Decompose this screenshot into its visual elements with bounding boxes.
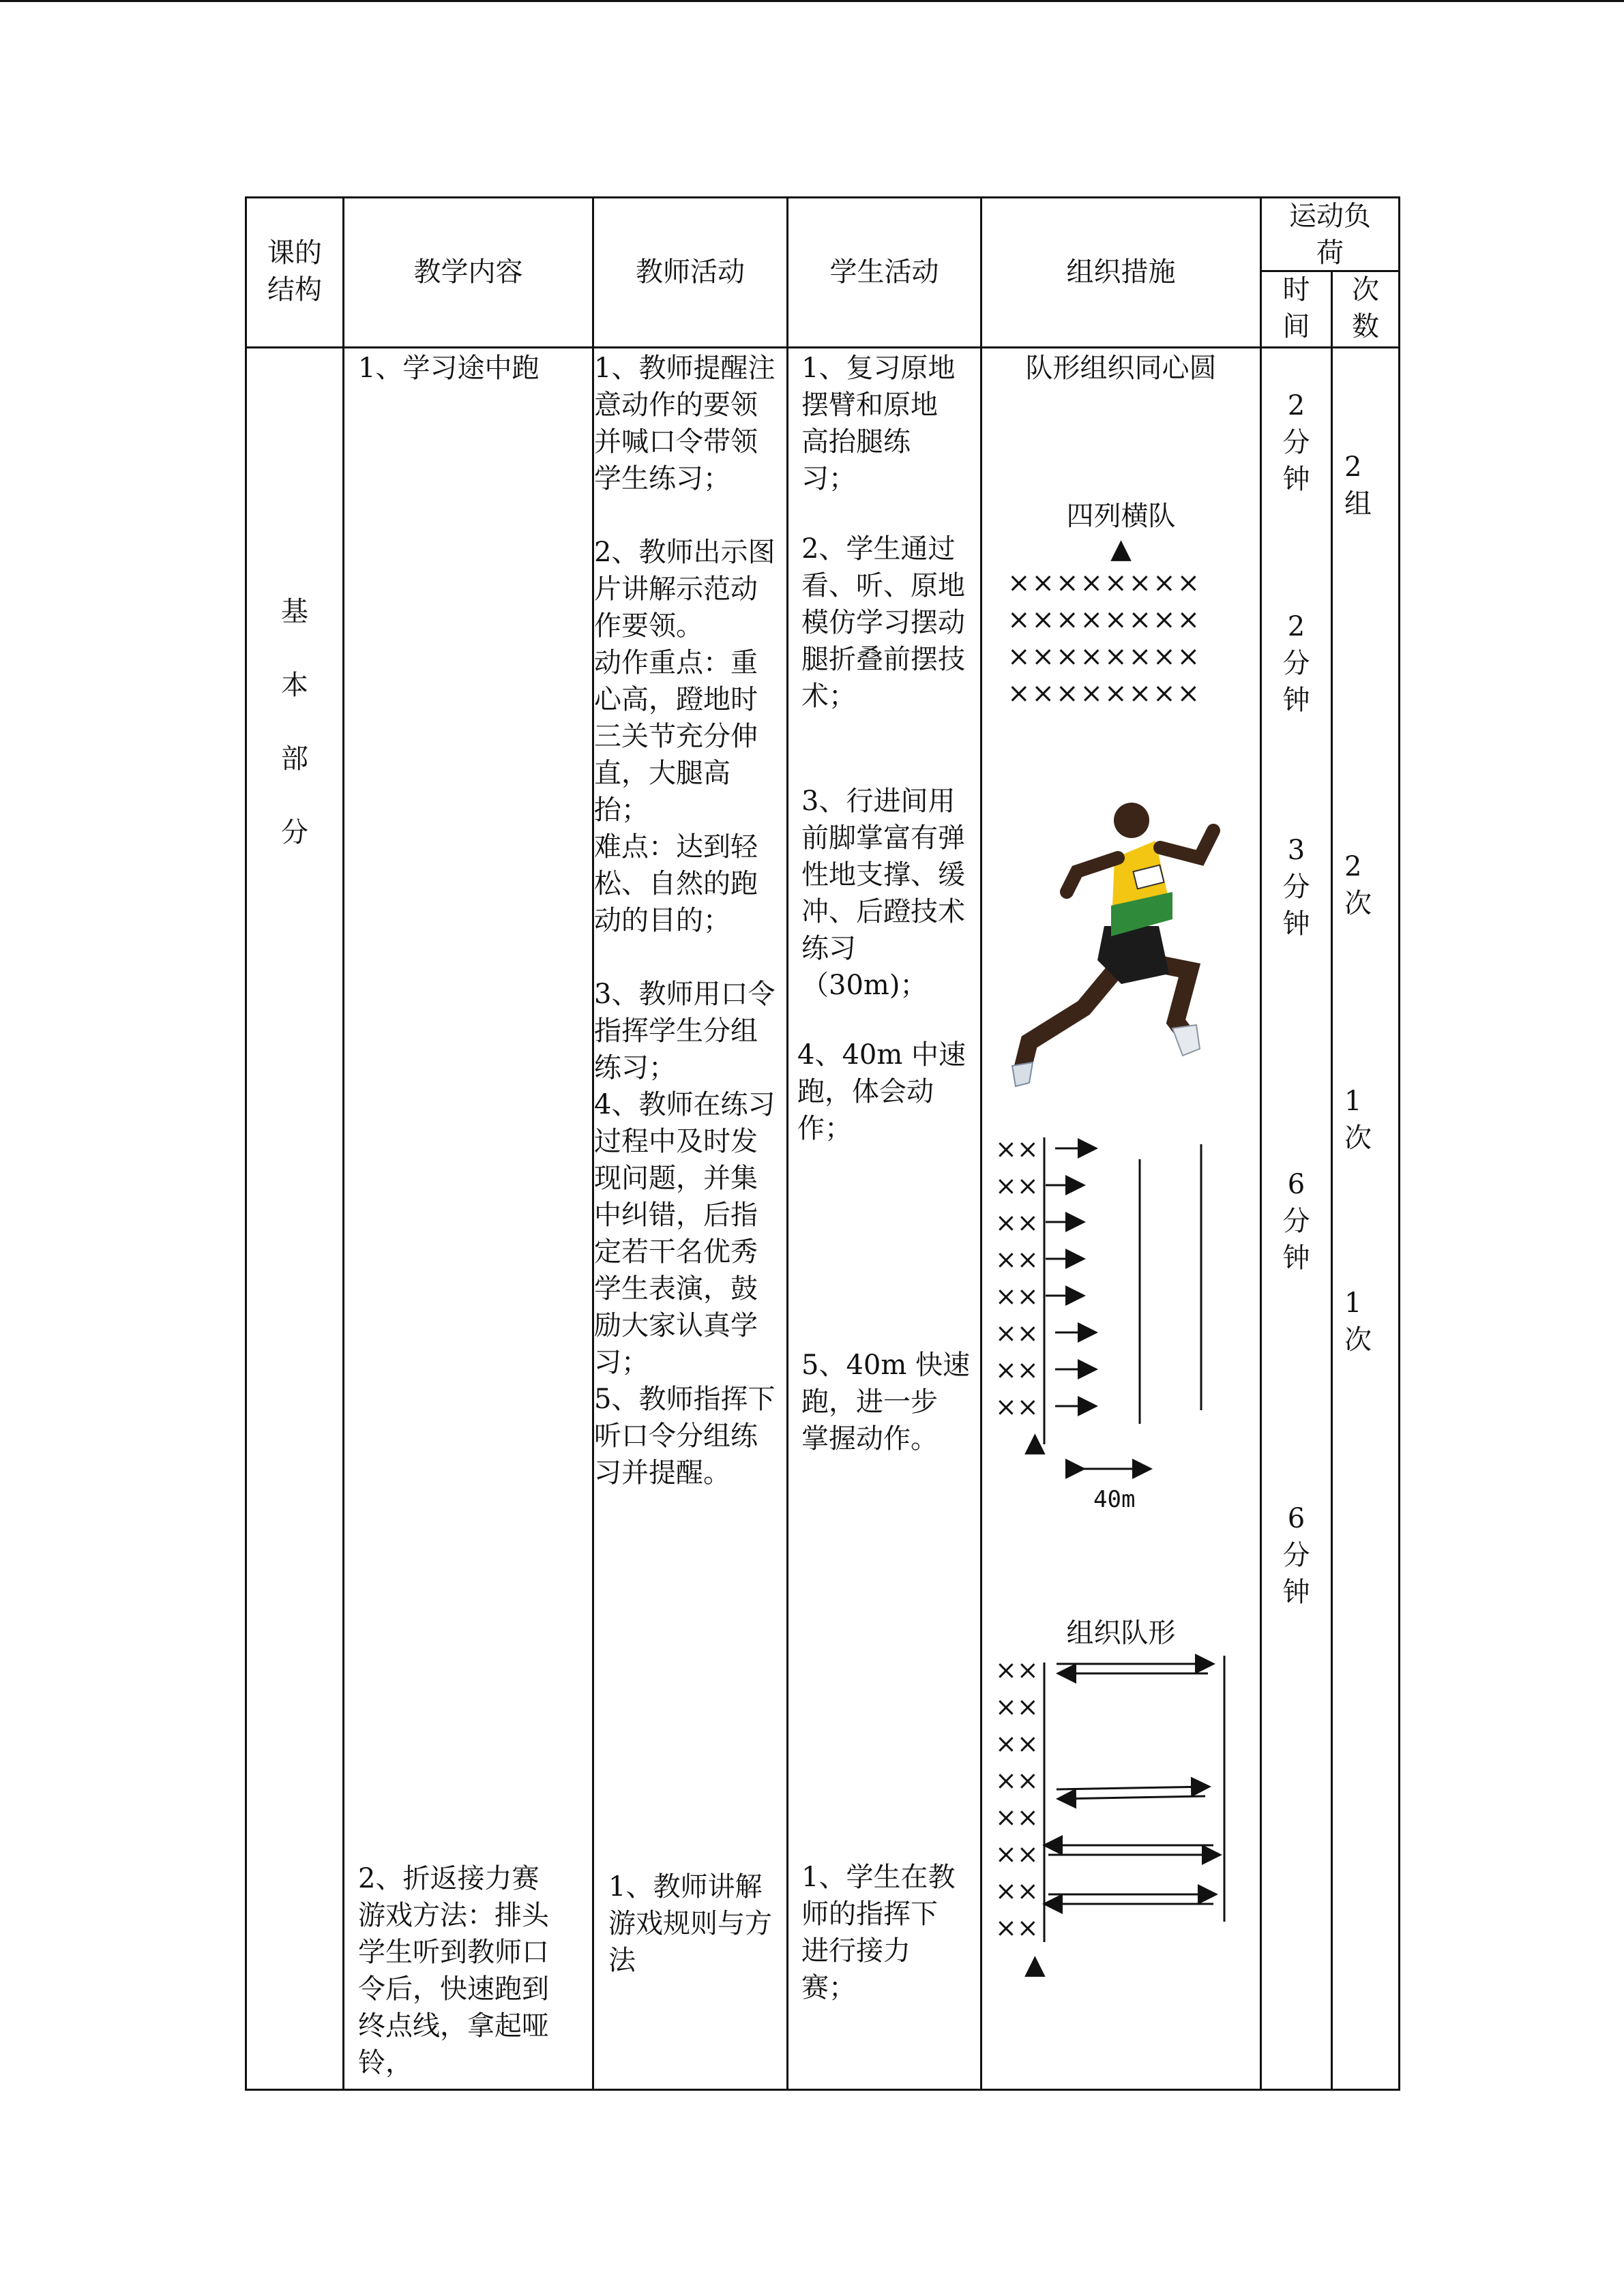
header-student-activity: 学生活动 — [829, 256, 939, 288]
relay-pair-2: ×× — [995, 1692, 1039, 1722]
drill-pair-4: ×× — [995, 1244, 1039, 1274]
relay-teacher-marker-icon: ▲ — [1024, 1949, 1046, 1980]
column-divider-6 — [1331, 270, 1333, 2091]
content-item-2: 2、折返接力赛 游戏方法：排头 学生听到教师口 令后，快速跑到 终点线，拿起哑 铃， — [358, 1863, 549, 2078]
load-time-1: 2 分 钟 — [1282, 390, 1310, 495]
teacher-activity-block-2: 1、教师讲解 游戏规则与方 法 — [608, 1871, 772, 1976]
drill-pair-6: ×× — [995, 1318, 1039, 1348]
distance-label: 40m — [1093, 1486, 1136, 1513]
relay-pair-7: ×× — [995, 1876, 1039, 1906]
relay-pair-4: ×× — [995, 1765, 1039, 1795]
org-formation-label: 组织队形 — [1066, 1617, 1176, 1649]
org-concentric-circle-label: 队形组织同心圆 — [1025, 353, 1217, 384]
content-item-1: 1、学习途中跑 — [358, 353, 540, 384]
student-activity-4: 4、40m 中速 跑，体会动 作； — [797, 1039, 966, 1144]
drill-pair-7: ×× — [995, 1355, 1039, 1385]
sprinter-figure — [1012, 803, 1220, 1086]
teacher-marker-icon: ▲ — [1110, 533, 1132, 565]
relay-out-arrow — [1057, 1787, 1209, 1789]
header-bottom-line — [245, 346, 1400, 348]
student-activity-5: 5、40m 快速 跑，进一步 掌握动作。 — [801, 1350, 970, 1455]
load-time-2: 2 分 钟 — [1282, 611, 1310, 716]
load-count-4: 1 次 — [1344, 1287, 1372, 1356]
drill-pair-1: ×× — [995, 1134, 1039, 1164]
header-count: 次 数 — [1352, 274, 1379, 342]
formation-row-4: ×××××××× — [1007, 678, 1202, 709]
page-top-border — [0, 0, 1624, 2]
formation-row-2: ×××××××× — [1007, 604, 1202, 636]
load-time-5: 6 分 钟 — [1282, 1503, 1310, 1608]
load-count-1: 2 组 — [1344, 451, 1372, 520]
column-divider-4 — [980, 196, 982, 2091]
formation-row-1: ×××××××× — [1007, 567, 1202, 599]
relay-pair-6: ×× — [995, 1839, 1039, 1869]
table-border-bottom — [245, 2089, 1400, 2091]
relay-pair-8: ×× — [995, 1913, 1039, 1943]
column-divider-1 — [342, 196, 344, 2091]
student-activity-1: 1、复习原地 摆臂和原地 高抬腿练 习； — [801, 353, 956, 494]
header-exercise-load: 运动负 荷 — [1289, 200, 1371, 269]
load-count-3: 1 次 — [1344, 1086, 1372, 1154]
drill-pair-2: ×× — [995, 1171, 1039, 1201]
load-count-2: 2 次 — [1344, 851, 1372, 919]
load-time-3: 3 分 钟 — [1282, 835, 1310, 940]
lesson-plan-table — [245, 196, 1400, 2091]
student-activity-3: 3、行进间用 前脚掌富有弹 性地支撑、缓 冲、后蹬技术 练习 （30m)； — [801, 786, 965, 1001]
section-label-basic-part: 基 本 部 分 — [281, 596, 308, 848]
formation-row-3: ×××××××× — [1007, 641, 1202, 672]
relay-diagram — [1029, 1642, 1275, 1969]
relay-pair-5: ×× — [995, 1802, 1039, 1832]
header-content: 教学内容 — [413, 256, 523, 288]
table-border-top — [245, 196, 1400, 198]
header-time: 时 间 — [1282, 274, 1310, 342]
drill-teacher-marker-icon: ▲ — [1024, 1427, 1046, 1458]
relay-pair-1: ×× — [995, 1655, 1039, 1685]
drill-pair-8: ×× — [995, 1392, 1039, 1422]
sprint-drill-diagram — [1029, 1110, 1275, 1492]
header-teacher-activity: 教师活动 — [636, 256, 745, 288]
student-activity-6: 1、学生在教 师的指挥下 进行接力 赛； — [801, 1862, 956, 2003]
relay-back-arrow — [1058, 1796, 1205, 1799]
load-time-4: 6 分 钟 — [1282, 1169, 1310, 1274]
org-four-rows-label: 四列横队 — [1066, 501, 1176, 532]
header-organization: 组织措施 — [1066, 256, 1176, 288]
teacher-activity-block-1: 1、教师提醒注 意动作的要领 并喊口令带领 学生练习； 2、教师出示图 片讲解示范动 作要领。 动作重点：重 心高，蹬地时 三关节充分伸 直，大腿高 抬； 难点：达到轻 松、自然的跑 动的目的； 3、教师用口令 指挥学生分组 练习； 4、教师在练习 过程中及时发 现问题，并集 中纠错，后指 定若干名优秀 学生表演，鼓 励大家认真学 习； 5、教师指挥下 听口令分组练 习并提醒。 — [594, 353, 776, 1489]
table-border-left — [245, 196, 247, 2091]
header-structure: 课的 结构 — [267, 237, 322, 305]
sprinter-illustration — [1002, 756, 1247, 1097]
student-activity-2: 2、学生通过 看、听、原地 模仿学习摆动 腿折叠前摆技 术； — [801, 533, 965, 712]
drill-pair-3: ×× — [995, 1208, 1039, 1238]
relay-pair-3: ×× — [995, 1729, 1039, 1759]
column-divider-3 — [786, 196, 788, 2091]
drill-pair-5: ×× — [995, 1281, 1039, 1311]
